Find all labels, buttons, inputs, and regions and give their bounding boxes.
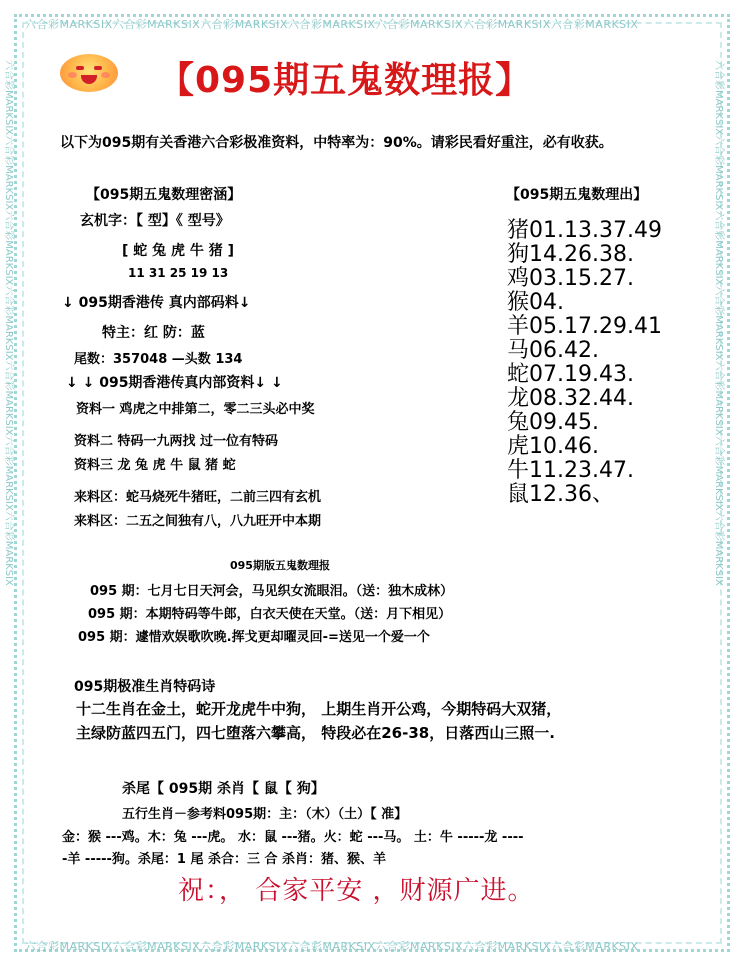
watermark-left: 六合彩MARKSIX六合彩MARKSIX六合彩MARKSIX六合彩MARKSIX六合彩MARKSIX六合彩MARKSIX六合彩MARKSIX: [3, 60, 14, 586]
page-title: 【095期五鬼数理报】: [158, 60, 533, 101]
zodiac-numbers: 11 31 25 19 13: [128, 266, 229, 280]
list-item: 鼠12.36、: [507, 482, 614, 507]
poem-line-2: 主绿防蓝四五门，四七堕落六攀高， 特段必在26-38，日落西山三照一.: [76, 724, 555, 742]
laiqu-2: 来料区：二五之间独有八，八九旺开中本期: [74, 514, 322, 529]
list-item: 猴04.: [507, 290, 564, 315]
poem-line-1: 十二生肖在金土，蛇开龙虎牛中狗， 上期生肖开公鸡，今期特码大双猪，: [76, 700, 562, 718]
laiqu-1: 来料区：蛇马烧死牛猪旺，二前三四有玄机: [74, 490, 322, 505]
list-item: 虎10.46.: [507, 434, 599, 459]
ziliao-2: 资料二 特码一九两找 过一位有特码: [74, 434, 279, 449]
zodiac-bracket: [ 蛇 兔 虎 牛 猪 ]: [122, 243, 235, 259]
xuanji-line: 玄机字：【 型】《 型号》: [80, 213, 230, 229]
list-item: 狗14.26.38.: [507, 242, 634, 267]
list-item: 马06.42.: [507, 338, 599, 363]
bottom-line-4: -羊 -----狗。杀尾：1 尾 杀合：三 合 杀肖：猪、猴、羊: [62, 852, 387, 867]
list-item: 牛11.23.47.: [507, 458, 634, 483]
list-item: 蛇07.19.43.: [507, 362, 634, 387]
poem-heading: 095期极准生肖特码诗: [74, 679, 216, 695]
list-item: 龙08.32.44.: [507, 386, 634, 411]
bottom-line-1: 杀尾【 095期 杀肖【 鼠【 狗】: [122, 781, 325, 797]
blessing-text: 祝：， 合家平安 ，财源广进。: [178, 876, 535, 906]
right-heading: 【095期五鬼数理出】: [506, 187, 648, 203]
texiao-line: 特主：红 防：蓝: [102, 325, 205, 341]
list-item: 羊05.17.29.41: [507, 314, 662, 339]
weishu-line: 尾数：357048 —头数 134: [74, 352, 243, 367]
bottom-line-3: 金：猴 ---鸡。木：兔 ---虎。 水：鼠 ---猪。火：蛇 ---马。 土：牛 -----龙 ----: [62, 830, 524, 845]
smiley-face-icon: [60, 54, 118, 92]
watermark-bottom: 六合彩MARKSIX六合彩MARKSIX六合彩MARKSIX六合彩MARKSIX六合彩MARKSIX六合彩MARKSIX六合彩MARKSIX: [25, 940, 639, 953]
left-heading: 【095期五鬼数理密涵】: [86, 187, 242, 203]
bottom-line-2: 五行生肖－参考料095期：主：（木）（土）【 准】: [122, 807, 408, 822]
intro-text: 以下为095期有关香港六合彩极准资料，中特率为：90%。请彩民看好重注，必有收获。: [60, 135, 613, 151]
list-item: 鸡03.15.27.: [507, 266, 634, 291]
lottery-heading: 095期版五鬼数理报: [230, 559, 330, 572]
ziliao-1: 资料一 鸡虎之中排第二，零二三头必中奖: [76, 402, 315, 417]
ziliao-3: 资料三 龙 兔 虎 牛 鼠 猪 蛇: [74, 458, 236, 473]
lottery-line-2: 095 期：本期特码等牛郎，白衣天使在天堂。（送：月下相见）: [88, 607, 452, 622]
watermark-top: 六合彩MARKSIX六合彩MARKSIX六合彩MARKSIX六合彩MARKSIX六合彩MARKSIX六合彩MARKSIX六合彩MARKSIX: [25, 18, 639, 31]
hk-line-2: ↓ ↓ 095期香港传真内部资料↓ ↓: [66, 375, 283, 391]
list-item: 兔09.45.: [507, 410, 599, 435]
lottery-line-3: 095 期：遽惜欢娱歌吹晚.挥戈更却曜灵回-=送见一个爱一个: [78, 630, 430, 645]
list-item: 猪01.13.37.49: [507, 218, 662, 243]
hk-line-1: ↓ 095期香港传 真内部码料↓: [62, 295, 251, 311]
watermark-right: 六合彩MARKSIX六合彩MARKSIX六合彩MARKSIX六合彩MARKSIX六合彩MARKSIX六合彩MARKSIX六合彩MARKSIX: [713, 60, 724, 586]
lottery-line-1: 095 期：七月七日天河会，马见织女流眼泪。（送：独木成林）: [90, 584, 454, 599]
